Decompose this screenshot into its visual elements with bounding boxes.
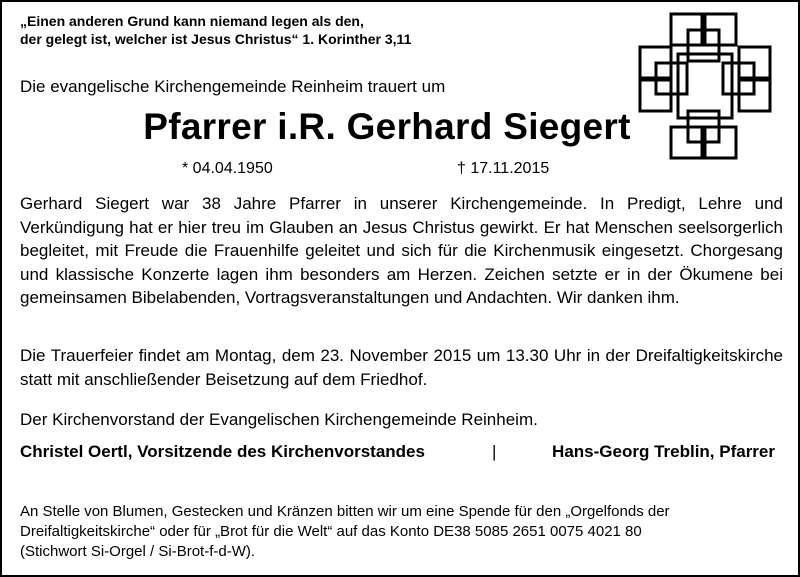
deceased-name: Pfarrer i.R. Gerhard Siegert	[143, 106, 631, 147]
bible-verse-line-1: „Einen anderen Grund kann niemand legen als den,	[20, 13, 364, 29]
tribute-paragraph: Gerhard Siegert war 38 Jahre Pfarrer in unserer Kirchengemeinde. In Predigt, Lehre und Verkündigung hat er hier treu im Glauben an Jesus Christus gewirkt. Er hat Menschen seelsorgerlich begleitet, mit Freude die Frauenhilfe geleitet und sich für die Kirchenmusik eingesetzt. Chorgesang und klassische Konzerte lagen ihm besonders am Herzen. Zeichen setzte er in der Ökumene bei gemeinsamen Bibelabenden, Vortragsveranstaltungen und Andachten. Wir danken ihm.	[20, 194, 783, 307]
donation-note-line-2: Dreifaltigkeitskirche“ oder für „Brot für die Welt“ auf das Konto DE38 5085 2651 0075 4021 80	[20, 523, 642, 540]
funeral-info-paragraph: Die Trauerfeier findet am Montag, dem 23. November 2015 um 13.30 Uhr in der Dreifaltigkeitskirche statt mit anschließender Beisetzung auf dem Friedhof.	[20, 346, 783, 389]
death-date: † 17.11.2015	[457, 160, 550, 177]
bible-verse	[20, 12, 411, 48]
bible-verse-line-2: der gelegt ist, welcher ist Jesus Christus“ 1. Korinther 3,11	[20, 31, 412, 47]
intro-text: Die evangelische Kirchengemeinde Reinheim trauert um	[20, 77, 446, 96]
signatory-pastor: Hans-Georg Treblin, Pfarrer	[552, 442, 775, 461]
signatory-separator: |	[492, 442, 497, 461]
signatory-chair: Christel Oertl, Vorsitzende des Kirchenvorstandes	[20, 442, 425, 461]
donation-note-line-3: (Stichwort Si-Orgel / Si-Brot-f-d-W).	[20, 543, 256, 560]
donation-note	[20, 502, 780, 562]
donation-note-line-1: An Stelle von Blumen, Gestecken und Kränzen bitten wir um eine Spende für den „Orgelfonds der	[20, 503, 670, 520]
birth-date: * 04.04.1950	[182, 160, 273, 177]
closing-line: Der Kirchenvorstand der Evangelischen Kirchengemeinde Reinheim.	[20, 410, 538, 429]
